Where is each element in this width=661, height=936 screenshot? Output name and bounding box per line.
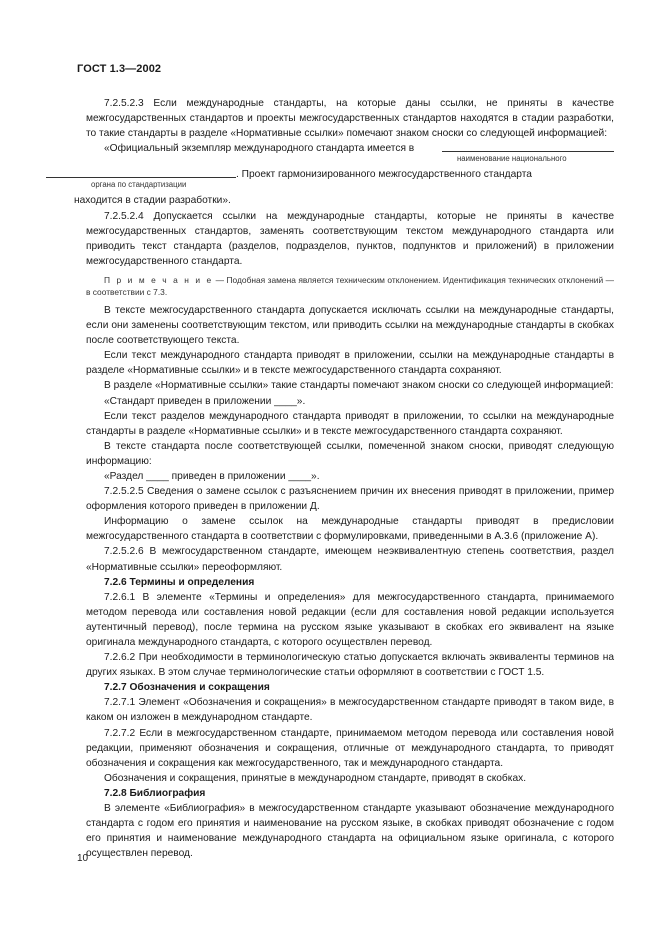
- section-heading: 7.2.6 Термины и определения: [104, 576, 255, 588]
- caption-row-2: [86, 182, 614, 193]
- paragraph: 7.2.6.2 При необходимости в терминологическую статью допускается включать эквиваленты терминов на других языках. В этом случае терминологические статьи оформляют в соответствии с ГОСТ 1.5.: [86, 652, 614, 679]
- section-heading: 7.2.8 Библиография: [104, 787, 206, 799]
- paragraph: 7.2.5.2.4 Допускается ссылки на международные стандарты, которые не приняты в качестве межгосударственных стандартов, заменять соответствующим текстом международного стандарта или приводить текст стандарта (разделов, подразделов, пунктов, подпунктов и приложений) в приложении межгосударственного стандарта.: [86, 210, 614, 267]
- page-number: 10: [77, 853, 89, 864]
- paragraph: 7.2.6.1 В элементе «Термины и определения» для межгосударственного стандарта, принимаемого методом перевода или составления новой редакции (если для составления новой редакции используется аутентичный перевод), после термина на русском языке указывают в скобках его эквивалент на языке оригинала международного стандарта, с которого осуществлен перевод.: [86, 591, 614, 648]
- section-heading: 7.2.7 Обозначения и сокращения: [104, 682, 270, 694]
- blank-field: [442, 142, 614, 152]
- paragraph: 7.2.7.2 Если в межгосударственном стандарте, принимаемом методом перевода или составления новой редакции, применяют обозначения и сокращения, отличные от международного стандарта, то приводят обозначения и сокращения как межгосударственного, так и международного стандарта.: [86, 727, 614, 769]
- document-header: ГОСТ 1.3—2002: [77, 63, 162, 75]
- quote-end: находится в стадии разработки».: [74, 195, 231, 207]
- paragraph: Информацию о замене ссылок на международные стандарты приводят в предисловии межгосударственного стандарта в соответствии с формулировками, приведенными в А.3.6 (приложение А).: [86, 516, 614, 543]
- paragraph: Если текст разделов международного стандарта приводят в приложении, то ссылки на международные стандарты в разделе «Нормативные ссылки» и в тексте межгосударственного стандарта сохраняют.: [86, 410, 614, 437]
- paragraph: В элементе «Библиография» в межгосударственном стандарте указывают обозначение международного стандарта с годом его принятия и наименование на русском языке, в скобках приводят обозначение с годом его принятия и наименование международного стандарта на официальном языке оригинала, с которого осуществлен перевод.: [86, 803, 614, 860]
- paragraph: 7.2.5.2.6 В межгосударственном стандарте, имеющем неэквивалентную степень соответствия, раздел «Нормативные ссылки» переоформляют.: [86, 546, 614, 573]
- paragraph: «Стандарт приведен в приложении ____».: [104, 395, 306, 407]
- caption-row-1: [86, 156, 614, 167]
- paragraph: Если текст международного стандарта приводят в приложении, ссылки на международные стандарты в разделе «Нормативные ссылки» и в тексте межгосударственного стандарта сохраняют.: [86, 350, 614, 377]
- paragraph: 7.2.5.2.3 Если международные стандарты, на которые даны ссылки, не приняты в качестве межгосударственных стандартов и проекты межгосударственных стандартов находятся в стадии разработки, то такие стандарты в разделе «Нормативные ссылки» помечают знаком сноски со следующей информацией:: [86, 98, 614, 140]
- note: [86, 274, 614, 298]
- field-caption: органа по стандартизации: [91, 180, 187, 190]
- blank-field: [46, 168, 236, 178]
- note-label: П р и м е ч а н и е: [104, 274, 214, 285]
- quote-mid: . Проект гармонизированного межгосударственного стандарта: [236, 169, 532, 181]
- field-caption: наименование национального: [457, 154, 567, 164]
- paragraph: В тексте стандарта после соответствующей ссылки, помеченной знаком сноски, приводят следующую информацию:: [86, 440, 614, 467]
- paragraph: 7.2.7.1 Элемент «Обозначения и сокращения» в межгосударственном стандарте приводят в таком виде, в каком он изложен в международном стандарте.: [86, 697, 614, 724]
- paragraph: В тексте межгосударственного стандарта допускается исключать ссылки на международные стандарты, если они заменены соответствующим текстом, или приводить ссылки на международные стандарты в скобках после соответствующего текста.: [86, 304, 614, 347]
- note-text: — Подобная замена является техническим отклонением. Идентификация технических отклонений — в соответствии с 7.3.: [86, 274, 614, 297]
- paragraph: 7.2.5.2.5 Сведения о замене ссылок с разъяснением причин их внесения приводят в приложении, пример оформления которого приведен в приложении Д.: [86, 486, 614, 513]
- paragraph: «Раздел ____ приведен в приложении ____».: [104, 470, 320, 482]
- quote-start: «Официальный экземпляр международного стандарта имеется в: [104, 143, 415, 155]
- paragraph: В разделе «Нормативные ссылки» такие стандарты помечают знаком сноски со следующей информацией:: [104, 380, 614, 392]
- paragraph: Обозначения и сокращения, принятые в международном стандарте, приводят в скобках.: [104, 772, 527, 784]
